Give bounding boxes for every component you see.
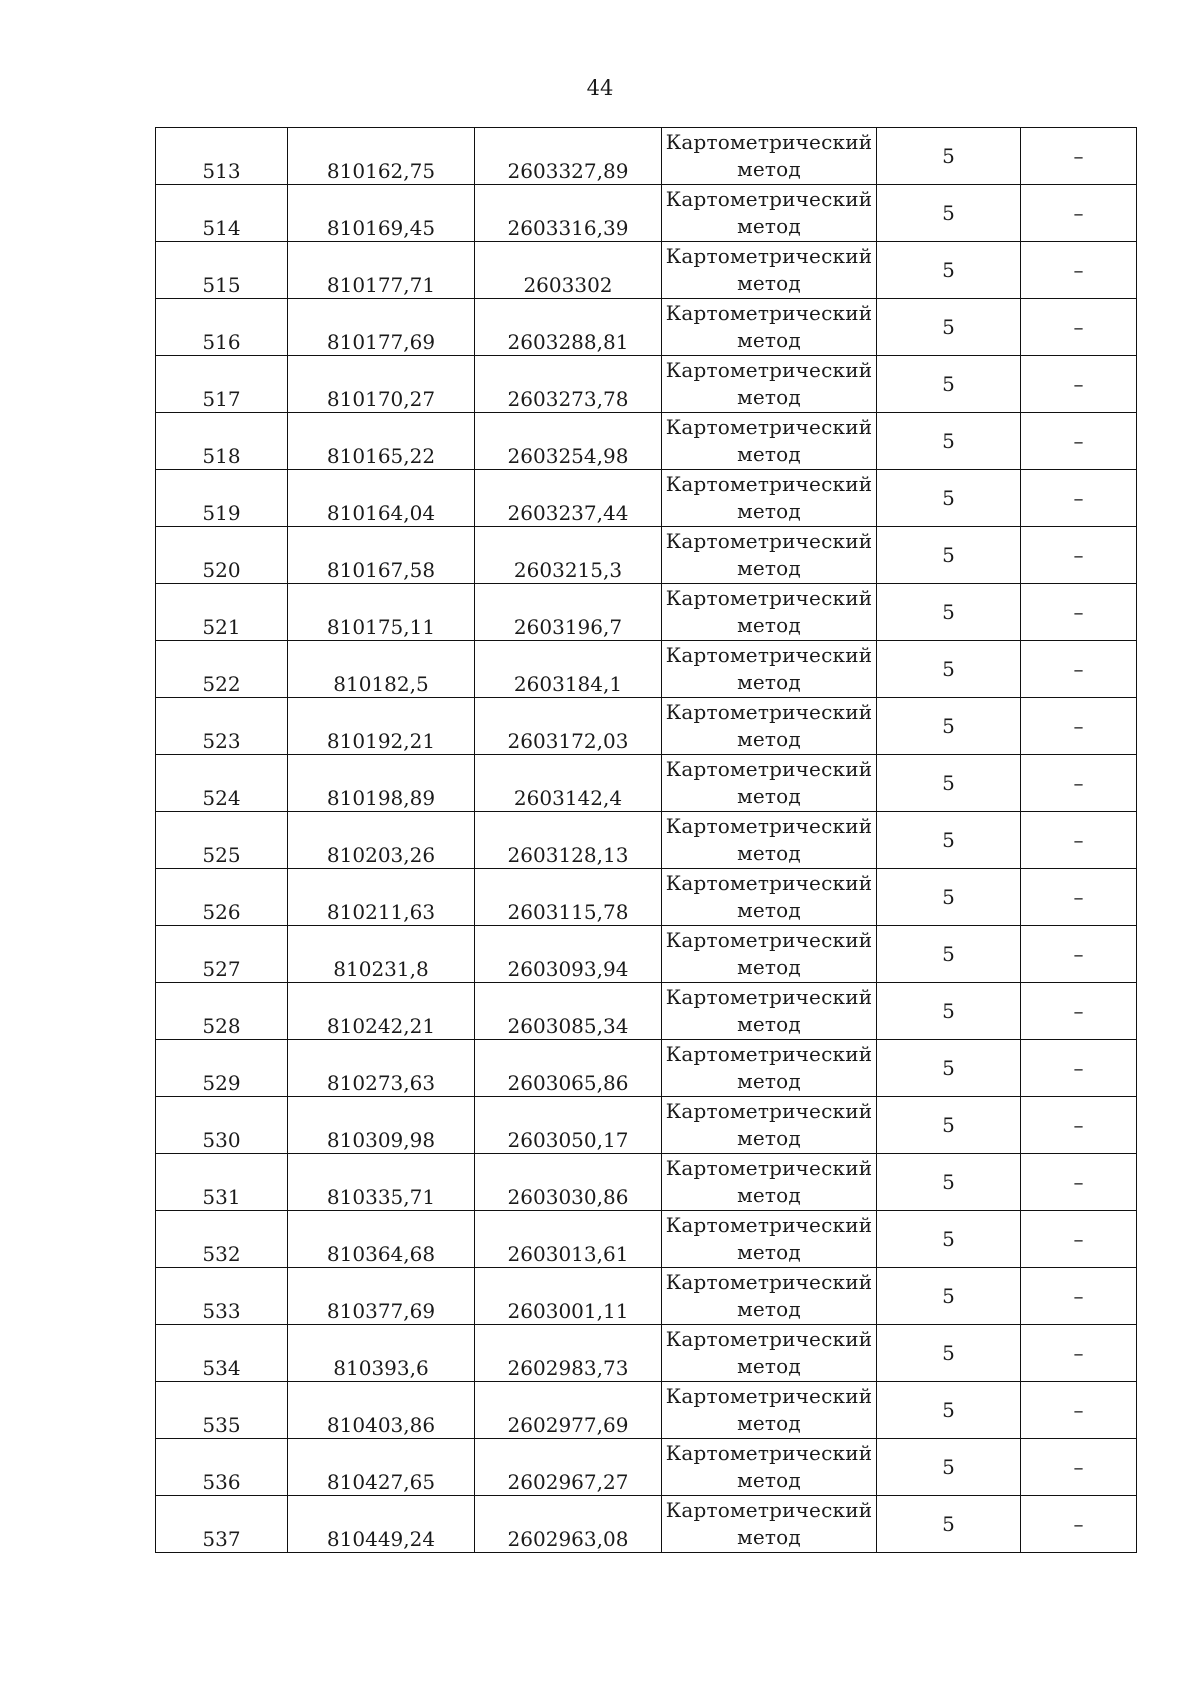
- x-coordinate-cell: 810309,98: [288, 1097, 475, 1154]
- method-cell: [662, 356, 877, 413]
- point-number-cell: 523: [156, 698, 288, 755]
- accuracy-cell: 5: [877, 926, 1021, 983]
- method-line-2: метод: [737, 1411, 801, 1435]
- method-line-2: метод: [737, 1069, 801, 1093]
- accuracy-cell: 5: [877, 1211, 1021, 1268]
- x-coordinate-cell: 810427,65: [288, 1439, 475, 1496]
- method-line-2: метод: [737, 1297, 801, 1321]
- accuracy-cell: 5: [877, 983, 1021, 1040]
- coordinates-table-body: [156, 128, 1137, 1553]
- method-cell: [662, 1040, 877, 1097]
- description-cell: –: [1021, 1211, 1137, 1268]
- x-coordinate-cell: 810165,22: [288, 413, 475, 470]
- method-line-1: Картометрический: [665, 643, 873, 667]
- method-line-2: метод: [737, 670, 801, 694]
- point-number-cell: 533: [156, 1268, 288, 1325]
- description-cell: –: [1021, 812, 1137, 869]
- y-coordinate-cell: 2603001,11: [475, 1268, 662, 1325]
- y-coordinate-cell: 2603215,3: [475, 527, 662, 584]
- method-line-2: метод: [737, 898, 801, 922]
- accuracy-cell: 5: [877, 755, 1021, 812]
- accuracy-cell: 5: [877, 242, 1021, 299]
- x-coordinate-cell: 810182,5: [288, 641, 475, 698]
- accuracy-cell: 5: [877, 299, 1021, 356]
- y-coordinate-cell: 2603273,78: [475, 356, 662, 413]
- method-line-2: метод: [737, 955, 801, 979]
- method-line-1: Картометрический: [665, 1498, 873, 1522]
- method-line-2: метод: [737, 157, 801, 181]
- description-cell: –: [1021, 1040, 1137, 1097]
- method-line-2: метод: [737, 1354, 801, 1378]
- y-coordinate-cell: 2603115,78: [475, 869, 662, 926]
- y-coordinate-cell: 2603142,4: [475, 755, 662, 812]
- method-line-2: метод: [737, 1525, 801, 1549]
- x-coordinate-cell: 810164,04: [288, 470, 475, 527]
- point-number-cell: 537: [156, 1496, 288, 1553]
- description-cell: –: [1021, 755, 1137, 812]
- y-coordinate-cell: 2603085,34: [475, 983, 662, 1040]
- method-cell: [662, 413, 877, 470]
- method-line-1: Картометрический: [665, 700, 873, 724]
- table-row: [156, 470, 1137, 527]
- point-number-cell: 524: [156, 755, 288, 812]
- method-cell: [662, 869, 877, 926]
- table-row: [156, 356, 1137, 413]
- point-number-cell: 535: [156, 1382, 288, 1439]
- description-cell: –: [1021, 1439, 1137, 1496]
- y-coordinate-cell: 2602983,73: [475, 1325, 662, 1382]
- table-row: [156, 1211, 1137, 1268]
- method-cell: [662, 698, 877, 755]
- y-coordinate-cell: 2602967,27: [475, 1439, 662, 1496]
- table-row: [156, 1268, 1137, 1325]
- method-line-1: Картометрический: [665, 1042, 873, 1066]
- y-coordinate-cell: 2603237,44: [475, 470, 662, 527]
- table-row: [156, 527, 1137, 584]
- accuracy-cell: 5: [877, 1325, 1021, 1382]
- description-cell: –: [1021, 1268, 1137, 1325]
- description-cell: –: [1021, 1325, 1137, 1382]
- point-number-cell: 526: [156, 869, 288, 926]
- x-coordinate-cell: 810449,24: [288, 1496, 475, 1553]
- table-row: [156, 698, 1137, 755]
- description-cell: –: [1021, 983, 1137, 1040]
- accuracy-cell: 5: [877, 812, 1021, 869]
- x-coordinate-cell: 810403,86: [288, 1382, 475, 1439]
- x-coordinate-cell: 810192,21: [288, 698, 475, 755]
- point-number-cell: 532: [156, 1211, 288, 1268]
- y-coordinate-cell: 2603316,39: [475, 185, 662, 242]
- point-number-cell: 534: [156, 1325, 288, 1382]
- method-line-2: метод: [737, 556, 801, 580]
- method-line-2: метод: [737, 1183, 801, 1207]
- method-cell: [662, 242, 877, 299]
- table-row: [156, 299, 1137, 356]
- method-line-1: Картометрический: [665, 1327, 873, 1351]
- accuracy-cell: 5: [877, 128, 1021, 185]
- method-cell: [662, 755, 877, 812]
- point-number-cell: 522: [156, 641, 288, 698]
- method-line-1: Картометрический: [665, 586, 873, 610]
- method-line-1: Картометрический: [665, 1099, 873, 1123]
- y-coordinate-cell: 2603030,86: [475, 1154, 662, 1211]
- description-cell: –: [1021, 1097, 1137, 1154]
- method-line-1: Картометрический: [665, 1213, 873, 1237]
- method-line-2: метод: [737, 1240, 801, 1264]
- x-coordinate-cell: 810393,6: [288, 1325, 475, 1382]
- method-line-2: метод: [737, 271, 801, 295]
- point-number-cell: 531: [156, 1154, 288, 1211]
- accuracy-cell: 5: [877, 1496, 1021, 1553]
- method-line-1: Картометрический: [665, 1384, 873, 1408]
- method-line-1: Картометрический: [665, 130, 873, 154]
- y-coordinate-cell: 2603196,7: [475, 584, 662, 641]
- y-coordinate-cell: 2603065,86: [475, 1040, 662, 1097]
- accuracy-cell: 5: [877, 185, 1021, 242]
- table-row: [156, 413, 1137, 470]
- method-cell: [662, 1325, 877, 1382]
- table-row: [156, 812, 1137, 869]
- method-line-1: Картометрический: [665, 928, 873, 952]
- method-cell: [662, 1268, 877, 1325]
- accuracy-cell: 5: [877, 527, 1021, 584]
- point-number-cell: 525: [156, 812, 288, 869]
- description-cell: –: [1021, 413, 1137, 470]
- method-line-1: Картометрический: [665, 472, 873, 496]
- method-cell: [662, 470, 877, 527]
- method-cell: [662, 1154, 877, 1211]
- table-row: [156, 1097, 1137, 1154]
- table-row: [156, 1382, 1137, 1439]
- y-coordinate-cell: 2603013,61: [475, 1211, 662, 1268]
- method-line-1: Картометрический: [665, 187, 873, 211]
- table-row: [156, 641, 1137, 698]
- y-coordinate-cell: 2602963,08: [475, 1496, 662, 1553]
- method-cell: [662, 527, 877, 584]
- point-number-cell: 516: [156, 299, 288, 356]
- table-row: [156, 584, 1137, 641]
- description-cell: –: [1021, 869, 1137, 926]
- method-line-1: Картометрический: [665, 244, 873, 268]
- method-cell: [662, 983, 877, 1040]
- method-cell: [662, 1211, 877, 1268]
- coordinates-table: [155, 127, 1137, 1553]
- method-line-1: Картометрический: [665, 871, 873, 895]
- method-line-2: метод: [737, 727, 801, 751]
- accuracy-cell: 5: [877, 869, 1021, 926]
- table-row: [156, 128, 1137, 185]
- method-cell: [662, 185, 877, 242]
- description-cell: –: [1021, 926, 1137, 983]
- method-line-2: метод: [737, 1468, 801, 1492]
- method-cell: [662, 926, 877, 983]
- method-line-1: Картометрический: [665, 985, 873, 1009]
- x-coordinate-cell: 810167,58: [288, 527, 475, 584]
- x-coordinate-cell: 810211,63: [288, 869, 475, 926]
- y-coordinate-cell: 2603093,94: [475, 926, 662, 983]
- x-coordinate-cell: 810170,27: [288, 356, 475, 413]
- description-cell: –: [1021, 185, 1137, 242]
- y-coordinate-cell: 2603302: [475, 242, 662, 299]
- point-number-cell: 515: [156, 242, 288, 299]
- x-coordinate-cell: 810177,69: [288, 299, 475, 356]
- description-cell: –: [1021, 641, 1137, 698]
- x-coordinate-cell: 810169,45: [288, 185, 475, 242]
- method-line-1: Картометрический: [665, 814, 873, 838]
- point-number-cell: 518: [156, 413, 288, 470]
- y-coordinate-cell: 2603288,81: [475, 299, 662, 356]
- accuracy-cell: 5: [877, 584, 1021, 641]
- page-number: 44: [586, 76, 614, 100]
- description-cell: –: [1021, 128, 1137, 185]
- method-line-1: Картометрический: [665, 1441, 873, 1465]
- x-coordinate-cell: 810364,68: [288, 1211, 475, 1268]
- point-number-cell: 530: [156, 1097, 288, 1154]
- point-number-cell: 527: [156, 926, 288, 983]
- x-coordinate-cell: 810162,75: [288, 128, 475, 185]
- table-row: [156, 1154, 1137, 1211]
- x-coordinate-cell: 810198,89: [288, 755, 475, 812]
- table-row: [156, 983, 1137, 1040]
- description-cell: –: [1021, 299, 1137, 356]
- table-row: [156, 242, 1137, 299]
- method-line-2: метод: [737, 328, 801, 352]
- method-line-1: Картометрический: [665, 1270, 873, 1294]
- method-cell: [662, 299, 877, 356]
- table-row: [156, 1040, 1137, 1097]
- method-line-2: метод: [737, 613, 801, 637]
- accuracy-cell: 5: [877, 1040, 1021, 1097]
- x-coordinate-cell: 810177,71: [288, 242, 475, 299]
- accuracy-cell: 5: [877, 413, 1021, 470]
- method-line-1: Картометрический: [665, 358, 873, 382]
- table-row: [156, 926, 1137, 983]
- y-coordinate-cell: 2602977,69: [475, 1382, 662, 1439]
- accuracy-cell: 5: [877, 356, 1021, 413]
- method-cell: [662, 1439, 877, 1496]
- table-row: [156, 185, 1137, 242]
- point-number-cell: 529: [156, 1040, 288, 1097]
- description-cell: –: [1021, 242, 1137, 299]
- y-coordinate-cell: 2603128,13: [475, 812, 662, 869]
- method-cell: [662, 641, 877, 698]
- table-row: [156, 869, 1137, 926]
- method-line-1: Картометрический: [665, 1156, 873, 1180]
- description-cell: –: [1021, 1382, 1137, 1439]
- method-line-1: Картометрический: [665, 301, 873, 325]
- x-coordinate-cell: 810273,63: [288, 1040, 475, 1097]
- point-number-cell: 536: [156, 1439, 288, 1496]
- table-row: [156, 1496, 1137, 1553]
- x-coordinate-cell: 810377,69: [288, 1268, 475, 1325]
- accuracy-cell: 5: [877, 1154, 1021, 1211]
- point-number-cell: 520: [156, 527, 288, 584]
- point-number-cell: 521: [156, 584, 288, 641]
- accuracy-cell: 5: [877, 641, 1021, 698]
- description-cell: –: [1021, 698, 1137, 755]
- y-coordinate-cell: 2603184,1: [475, 641, 662, 698]
- method-cell: [662, 1382, 877, 1439]
- table-row: [156, 755, 1137, 812]
- description-cell: –: [1021, 527, 1137, 584]
- point-number-cell: 528: [156, 983, 288, 1040]
- point-number-cell: 519: [156, 470, 288, 527]
- x-coordinate-cell: 810231,8: [288, 926, 475, 983]
- method-cell: [662, 1097, 877, 1154]
- description-cell: –: [1021, 1496, 1137, 1553]
- point-number-cell: 514: [156, 185, 288, 242]
- description-cell: –: [1021, 356, 1137, 413]
- point-number-cell: 517: [156, 356, 288, 413]
- accuracy-cell: 5: [877, 1382, 1021, 1439]
- method-line-2: метод: [737, 442, 801, 466]
- method-cell: [662, 128, 877, 185]
- y-coordinate-cell: 2603050,17: [475, 1097, 662, 1154]
- method-line-2: метод: [737, 214, 801, 238]
- method-line-2: метод: [737, 1012, 801, 1036]
- x-coordinate-cell: 810175,11: [288, 584, 475, 641]
- method-line-1: Картометрический: [665, 529, 873, 553]
- accuracy-cell: 5: [877, 470, 1021, 527]
- y-coordinate-cell: 2603254,98: [475, 413, 662, 470]
- method-cell: [662, 812, 877, 869]
- method-line-1: Картометрический: [665, 757, 873, 781]
- method-line-2: метод: [737, 784, 801, 808]
- table-row: [156, 1439, 1137, 1496]
- y-coordinate-cell: 2603172,03: [475, 698, 662, 755]
- y-coordinate-cell: 2603327,89: [475, 128, 662, 185]
- method-line-2: метод: [737, 499, 801, 523]
- method-cell: [662, 1496, 877, 1553]
- method-line-2: метод: [737, 1126, 801, 1150]
- description-cell: –: [1021, 1154, 1137, 1211]
- method-line-2: метод: [737, 841, 801, 865]
- description-cell: –: [1021, 584, 1137, 641]
- accuracy-cell: 5: [877, 1097, 1021, 1154]
- accuracy-cell: 5: [877, 1268, 1021, 1325]
- x-coordinate-cell: 810203,26: [288, 812, 475, 869]
- x-coordinate-cell: 810242,21: [288, 983, 475, 1040]
- x-coordinate-cell: 810335,71: [288, 1154, 475, 1211]
- description-cell: –: [1021, 470, 1137, 527]
- method-line-2: метод: [737, 385, 801, 409]
- accuracy-cell: 5: [877, 1439, 1021, 1496]
- table-row: [156, 1325, 1137, 1382]
- point-number-cell: 513: [156, 128, 288, 185]
- accuracy-cell: 5: [877, 698, 1021, 755]
- method-cell: [662, 584, 877, 641]
- method-line-1: Картометрический: [665, 415, 873, 439]
